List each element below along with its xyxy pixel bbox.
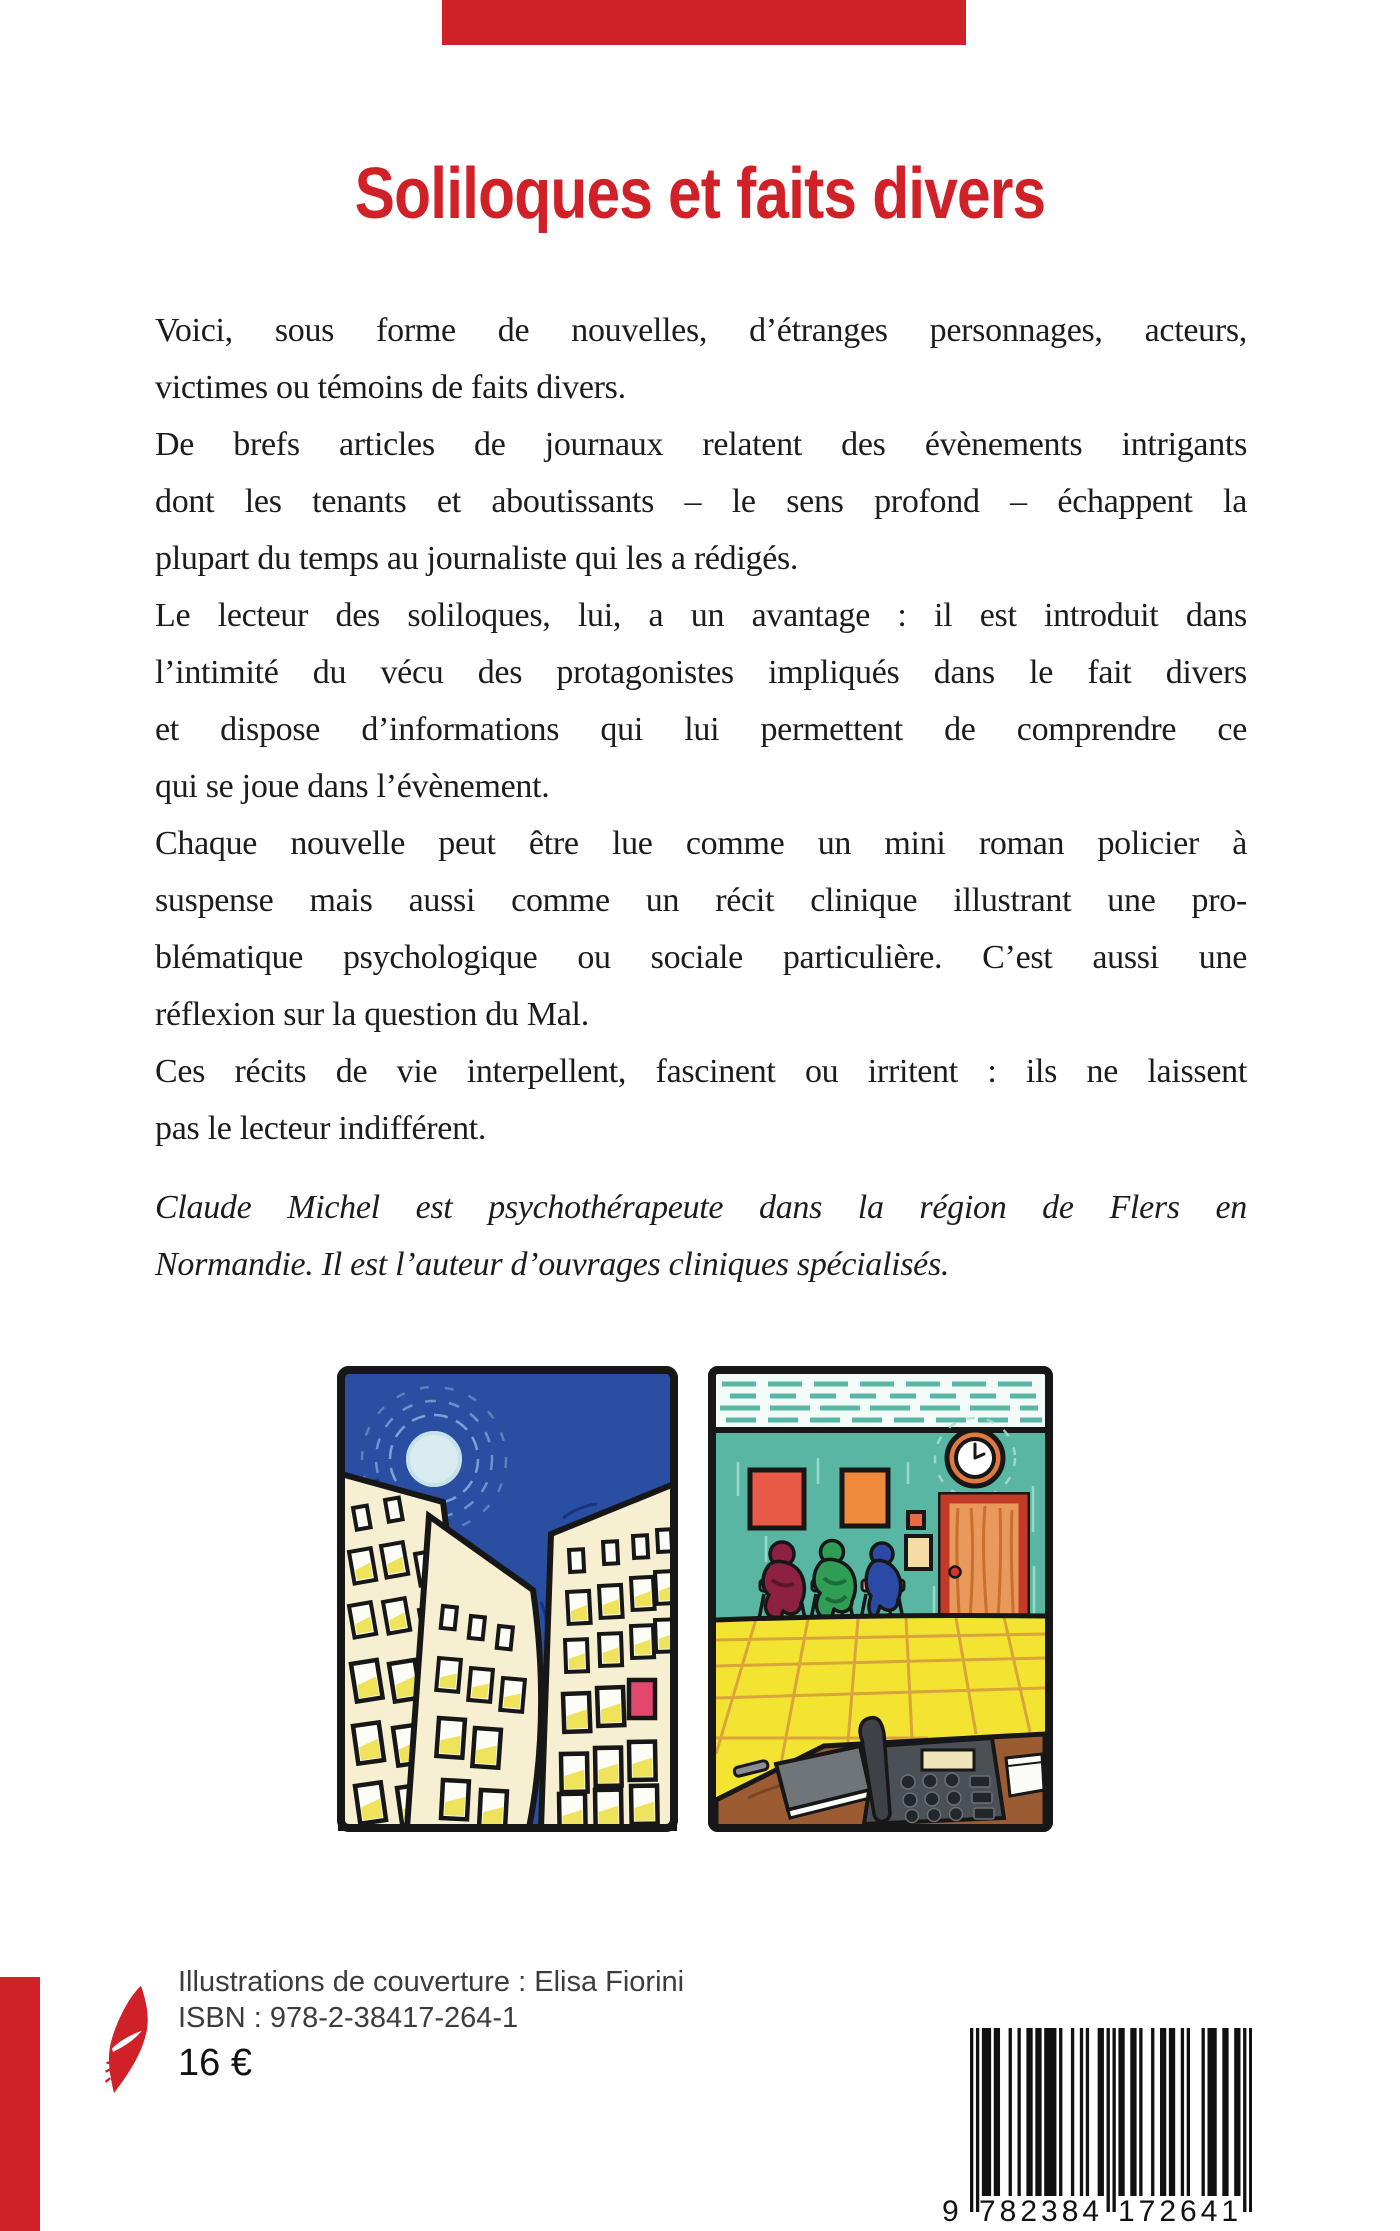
synopsis-line: et dispose d’informations qui lui permettent de comprendre ce <box>155 711 1247 748</box>
wall-paper <box>906 1536 931 1569</box>
author-bio <box>155 1179 1247 1293</box>
synopsis-line: Le lecteur des soliloques, lui, a un avantage : il est introduit dans <box>155 597 1247 634</box>
author-bio-line: Claude Michel est psychothérapeute dans la région de Flers en <box>155 1189 1247 1226</box>
synopsis-line: qui se joue dans l’évènement. <box>155 768 550 805</box>
synopsis-line: suspense mais aussi comme un récit clinique illustrant une pro- <box>155 882 1247 919</box>
synopsis-line: dont les tenants et aboutissants – le sens profond – échappent la <box>155 483 1247 520</box>
barcode-digits-group2: 172641 <box>1118 2195 1243 2228</box>
barcode-digit-lead: 9 <box>942 2195 959 2228</box>
price: 16 € <box>178 2042 252 2084</box>
barcode <box>940 2028 1260 2231</box>
cover-credit: Illustrations de couverture : Elisa Fiorini <box>178 1966 685 1998</box>
left-red-bar <box>0 1977 40 2231</box>
barcode-bars <box>970 2028 1252 2212</box>
night-city-illustration <box>337 1366 678 1832</box>
top-red-bar <box>442 0 966 45</box>
ceiling <box>716 1374 1045 1430</box>
pink-window <box>629 1680 655 1718</box>
notepad-icon <box>1006 1754 1044 1796</box>
synopsis-line: l’intimité du vécu des protagonistes impliqués dans le fait divers <box>155 654 1247 691</box>
synopsis-line: Voici, sous forme de nouvelles, d’étranges personnages, acteurs, <box>155 312 1247 349</box>
synopsis-line: pas le lecteur indifférent. <box>155 1110 487 1147</box>
synopsis-line: Chaque nouvelle peut être lue comme un mini roman policier à <box>155 825 1247 862</box>
synopsis-line: plupart du temps au journaliste qui les a rédigés. <box>155 540 799 577</box>
synopsis-line: blématique psychologique ou sociale particulière. C’est aussi une <box>155 939 1247 976</box>
door-knob <box>950 1567 961 1578</box>
synopsis-line: réflexion sur la question du Mal. <box>155 996 589 1033</box>
publisher-feather-icon <box>98 1983 156 2095</box>
synopsis-line: De brefs articles de journaux relatent des évènements intrigants <box>155 426 1247 463</box>
waiting-room-illustration <box>708 1366 1053 1832</box>
barcode-digits-group1: 782384 <box>979 2195 1104 2228</box>
synopsis-line: Ces récits de vie interpellent, fascinent ou irritent : ils ne laissent <box>155 1053 1247 1090</box>
wall-square-small <box>908 1512 924 1528</box>
building-right <box>541 1484 678 1832</box>
wall-frame-red <box>750 1470 804 1528</box>
author-bio-line: Normandie. Il est l’auteur d’ouvrages cliniques spécialisés. <box>155 1246 950 1283</box>
synopsis-line: victimes ou témoins de faits divers. <box>155 369 626 406</box>
isbn-text: ISBN : 978-2-38417-264-1 <box>178 2002 519 2034</box>
book-title: Soliloques et faits divers <box>354 154 1046 234</box>
wall-frame-orange <box>842 1470 888 1526</box>
clock-icon <box>947 1430 1003 1486</box>
synopsis-text <box>155 302 1247 1157</box>
